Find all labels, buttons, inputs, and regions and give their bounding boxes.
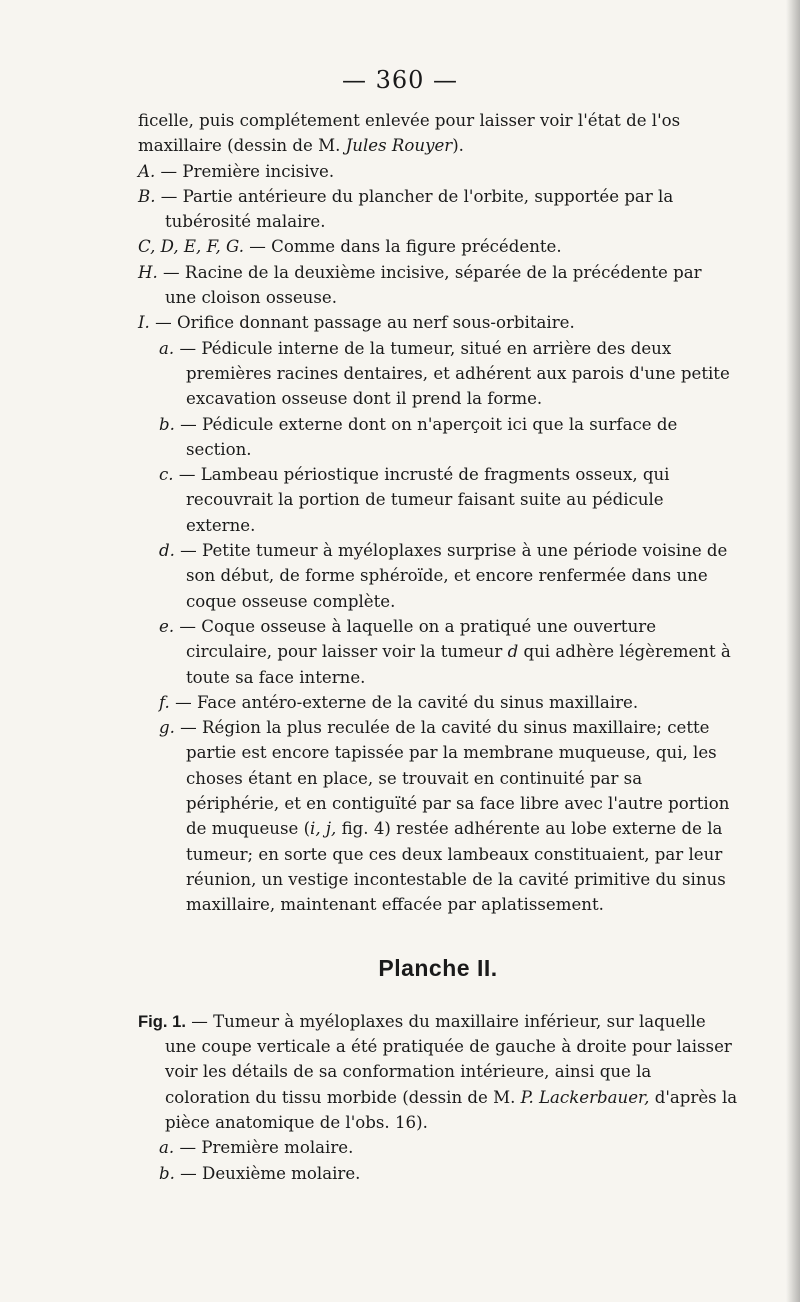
page-number: — 360 — [341,66,459,94]
legend-text: — Coque osseuse à laquelle on a pratiqué une ouverture circulaire, pour laisser voir la tumeur [174,616,657,662]
plate-title: Planche II. [378,954,498,981]
intro-line1: ficelle, puis complétement enlevée pour laisser voir l'état de l'os maxillaire [138,111,681,156]
legend-key: I. [138,313,150,333]
legend-entry-f-lower [138,690,738,715]
legend-text: — Racine de la deuxième incisive, séparée de la précédente par une cloison osseuse. [157,262,702,308]
figure-1-item-b [138,1161,738,1186]
legend-entry-b-lower [138,412,738,463]
legend-text: fig. 4) restée adhérente au lobe externe de la tumeur; en sorte que ces deux lambeaux constituaient, par leur réunion, un vestige incontestable de la cavité primitive du sinus maxillaire, maintenant effacée par aplatissement. [186,819,726,915]
legend-text: — Partie antérieure du plancher de l'orbite, supportée par la tubérosité malaire. [155,186,674,232]
figure-label: Fig. 1. [138,1011,186,1031]
legend-entry-a-lower [138,336,738,412]
legend-key: d. [159,541,175,561]
legend-key: f. [159,692,170,712]
legend-entry-i [138,310,738,335]
legend-key: a. [159,1138,175,1158]
legend-text: — Lambeau périostique incrusté de fragments osseux, qui recouvrait la portion de tumeur faisant suite au pédicule externe. [173,465,670,535]
legend-text: — Petite tumeur à myéloplaxes surprise à une période voisine de son début, de forme sphéroïde, et encore renfermée dans une coque osseuse complète. [174,541,728,611]
intro-line2-pre: (dessin de M. [227,136,346,156]
legend-text: — Orifice donnant passage au nerf sous-orbitaire. [149,313,575,333]
legend-key: a. [159,338,175,358]
legend-text: — Région la plus reculée de la cavité du sinus maxillaire; cette partie est encore tapissée par la membrane muqueuse, qui, les choses étant en place, se trouvait en continuité par sa périphérie, et en contiguïté par sa face libre avec l'autre portion de muqueuse ( [174,718,730,839]
figure-1-item-a [138,1135,738,1160]
legend-text: — Première molaire. [174,1138,354,1158]
legend-entry-d-lower [138,538,738,614]
legend-key: A. [138,161,156,181]
legend-key: g. [159,718,175,738]
legend-entry-e-lower [138,614,738,690]
legend-key: C, D, E, F, G. [138,237,244,257]
figure-text: — Tumeur à myéloplaxes du maxillaire inférieur, sur laquelle une coupe verticale a été pratiquée de gauche à droite pour laisser voir les détails de sa conformation intérieure, ainsi que la coloration du tissu morbide (dessin de M. [165,1011,732,1107]
page-body [138,108,738,1186]
intro-line2-post: ). [452,136,464,156]
legend-entry-g-lower [138,715,738,917]
legend-key: b. [159,414,175,434]
legend-text: — Face antéro-externe de la cavité du sinus maxillaire. [169,692,639,712]
legend-entry-cdefg [138,234,738,259]
legend-text: — Pédicule interne de la tumeur, situé en arrière des deux premières racines dentaires, et adhérent aux parois d'une petite excavation osseuse dont il prend la forme. [174,338,730,409]
legend-text: — Première incisive. [155,161,335,181]
figure-1-caption [138,1009,738,1135]
legend-key: H. [138,262,158,282]
figure-text: d'après la pièce anatomique de l'obs. 16). [165,1087,738,1132]
legend-key: e. [159,616,175,636]
legend-text: qui adhère légèrement à toute sa face interne. [186,642,731,687]
legend-text: — Deuxième molaire. [174,1163,361,1183]
illustrator-name: P. Lackerbauer, [520,1087,650,1107]
legend-entry-a-upper [138,159,738,184]
legend-reference: i, j, [310,819,337,839]
legend-text: — Comme dans la figure précédente. [244,237,562,257]
legend-entry-c-lower [138,462,738,538]
legend-reference: d [507,642,519,662]
legend-key: B. [138,186,156,206]
legend-key: b. [159,1163,175,1183]
illustrator-name: Jules Rouyer [345,136,453,156]
legend-entry-h [138,260,738,311]
page-edge-shadow [786,0,800,1302]
legend-entry-b-upper [138,184,738,235]
legend-text: — Pédicule externe dont on n'aperçoit ici que la surface de section. [174,414,678,459]
legend-key: c. [159,465,174,485]
intro-paragraph [138,108,738,159]
